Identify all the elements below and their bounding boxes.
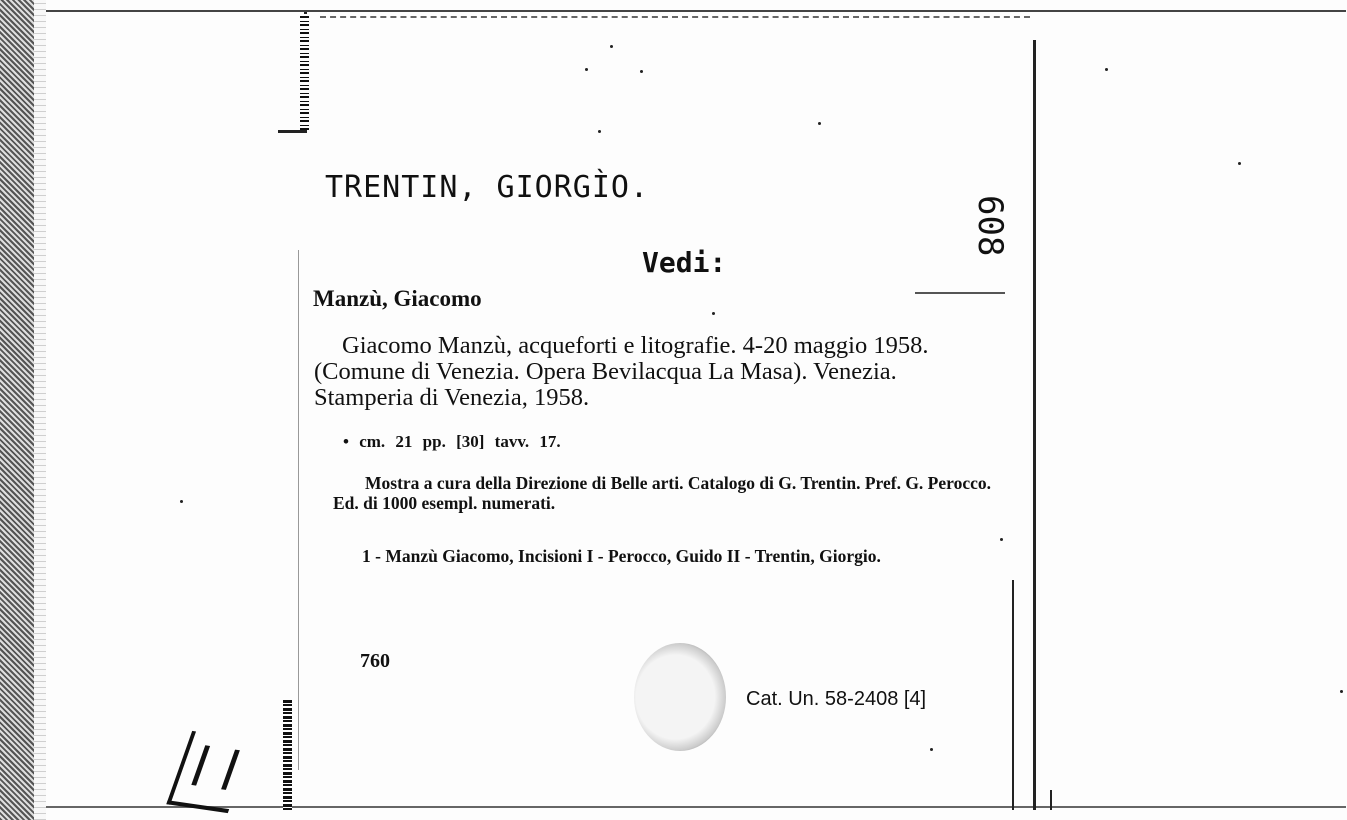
punch-hole (634, 643, 726, 751)
ink-stamp-mark (166, 731, 253, 813)
scan-edge-texture (0, 0, 34, 820)
scan-speckle (180, 500, 183, 503)
collation-line (343, 432, 561, 452)
scan-speckle (585, 68, 588, 71)
scan-speckle (1105, 68, 1108, 71)
scan-speckle (1340, 690, 1343, 693)
card-right-edge (1033, 40, 1036, 810)
author-entry: Manzù, Giacomo (313, 286, 482, 311)
classification-number: 760 (360, 650, 390, 672)
catalog-reference: Cat. Un. 58-2408 [4] (746, 688, 927, 710)
top-dashed-line (320, 16, 1030, 18)
see-reference-label: Vedi: (642, 246, 727, 279)
scan-edge-shadow (34, 0, 46, 820)
scan-speckle (610, 45, 613, 48)
title-statement: Giacomo Manzù, acqueforti e litografie. 4-20 maggio 1958. (Comune di Venezia. Opera Bevilacqua La Masa). Venezia. Stamperia di Venezia, 1958. (314, 332, 929, 411)
scan-speckle (712, 312, 715, 315)
bottom-right-mark (1050, 790, 1052, 810)
edge-marking-bottom (283, 700, 292, 810)
scan-speckle (818, 122, 821, 125)
subject-tracings: 1 - Manzù Giacomo, Incisioni I - Perocco, Guido II - Trentin, Giorgio. (362, 546, 881, 566)
stub-line (915, 292, 1005, 294)
scan-speckle (640, 70, 643, 73)
collation-plates: tavv. 17. (494, 432, 561, 451)
call-number: 608 (970, 195, 1010, 257)
bottom-border-line (46, 806, 1346, 808)
collation-pages: pp. [30] (422, 432, 485, 451)
card-right-edge-inner (1012, 580, 1014, 810)
top-border-line (46, 10, 1346, 12)
scan-speckle (930, 748, 933, 751)
collation-size: cm. 21 (359, 432, 413, 451)
scan-speckle (598, 130, 601, 133)
catalog-note: Mostra a cura della Direzione di Belle arti. Catalogo di G. Trentin. Pref. G. Perocco. Ed. di 1000 esempl. numerati. (333, 473, 992, 513)
scan-speckle (1238, 162, 1241, 165)
scan-speckle (1000, 538, 1003, 541)
card-left-edge (298, 250, 299, 770)
bullet-icon: • (343, 432, 349, 451)
edge-marking-top (300, 14, 309, 130)
card-heading: TRENTIN, GIORGÌO. (325, 170, 650, 205)
